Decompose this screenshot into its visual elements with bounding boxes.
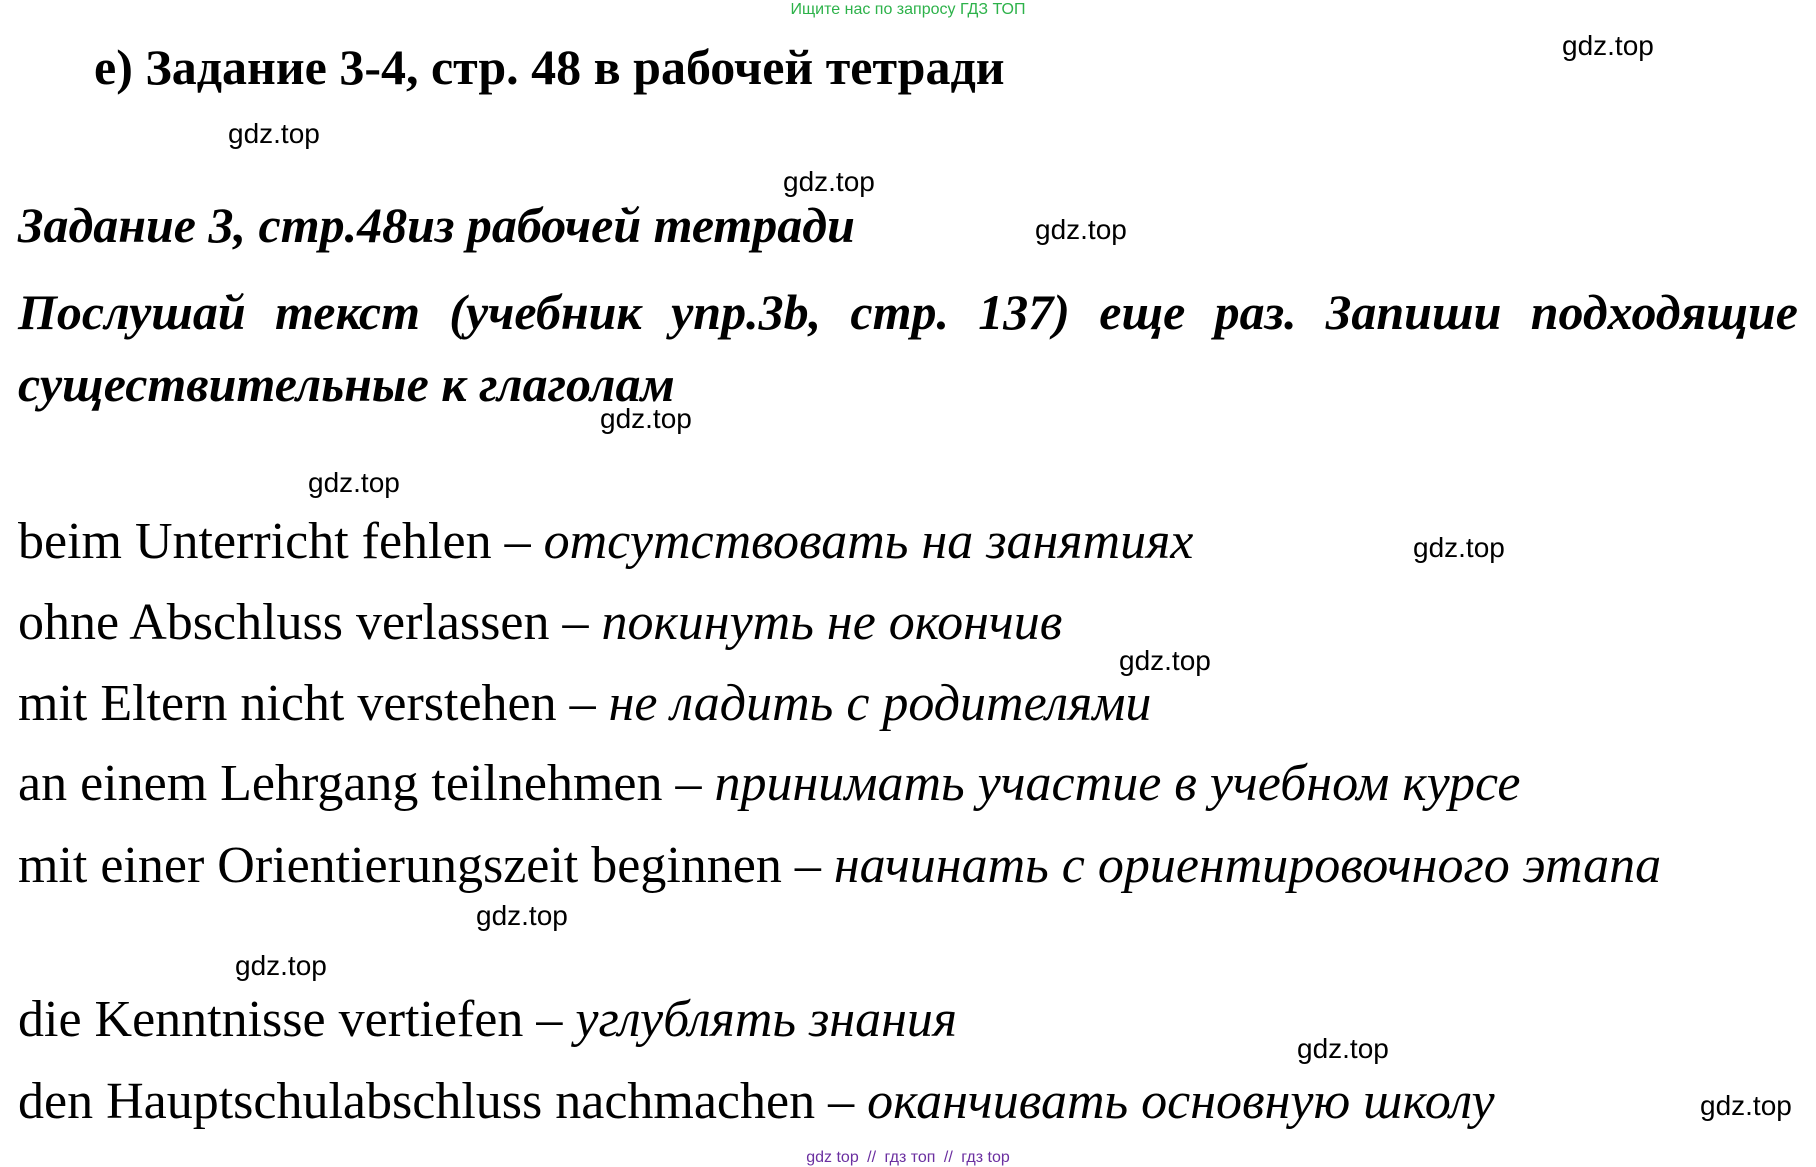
phrase-translation: оканчивать основную школу — [867, 1073, 1495, 1130]
phrase-german: ohne Abschluss verlassen – — [18, 594, 602, 651]
phrase-row — [18, 1072, 1798, 1131]
watermark: gdz.top — [235, 950, 327, 981]
phrase-translation: принимать участие в учебном курсе — [714, 755, 1521, 812]
phrase-row — [18, 674, 1798, 733]
phrase-translation: углублять знания — [575, 991, 958, 1048]
watermark: gdz.top — [1413, 532, 1505, 563]
footer-link[interactable]: гдз топ — [884, 1149, 936, 1166]
phrase-german: den Hauptschulabschluss nachmachen – — [18, 1073, 868, 1130]
watermark: gdz.top — [1562, 30, 1654, 61]
search-banner[interactable]: Ищите нас по запросу ГДЗ ТОП — [790, 1, 1026, 18]
phrase-row — [18, 754, 1798, 813]
watermark: gdz.top — [308, 467, 400, 498]
watermark: gdz.top — [1297, 1033, 1389, 1064]
phrase-german: die Kenntnisse vertiefen – — [18, 991, 576, 1048]
phrase-german: mit Eltern nicht verstehen – — [18, 675, 609, 732]
task-title: Задание 3, стр.48из рабочей тетради — [18, 197, 855, 253]
watermark: gdz.top — [1035, 214, 1127, 245]
watermark: gdz.top — [1119, 645, 1211, 676]
footer-link[interactable]: gdz top — [806, 1149, 859, 1166]
footer-separator: // — [943, 1149, 953, 1166]
phrase-german: mit einer Orientierungszeit beginnen – — [18, 837, 834, 894]
phrase-row — [18, 512, 1798, 571]
watermark: gdz.top — [228, 118, 320, 149]
phrase-translation: отсутствовать на занятиях — [543, 513, 1194, 570]
phrase-row — [18, 593, 1798, 652]
watermark: gdz.top — [600, 403, 692, 434]
phrase-row — [18, 829, 1798, 903]
task-instruction: Послушай текст (учебник упр.3b, стр. 137) еще раз. Запиши подходящие существительные к глаголам — [18, 284, 1798, 412]
watermark: gdz.top — [783, 166, 875, 197]
footer-separator: // — [867, 1149, 877, 1166]
phrase-german: an einem Lehrgang teilnehmen – — [18, 755, 715, 812]
phrase-german: beim Unterricht fehlen – — [18, 513, 544, 570]
phrase-row — [18, 990, 1798, 1049]
watermark: gdz.top — [1700, 1090, 1792, 1121]
phrase-translation: не ладить с родителями — [608, 675, 1152, 732]
phrase-translation: покинуть не окончив — [601, 594, 1063, 651]
phrase-translation: начинать с ориентировочного этапа — [833, 837, 1662, 894]
page-heading: е) Задание 3-4, стр. 48 в рабочей тетради — [94, 39, 1005, 95]
watermark: gdz.top — [476, 900, 568, 931]
footer-link[interactable]: гдз top — [961, 1149, 1010, 1166]
footer-links — [0, 1149, 1816, 1167]
